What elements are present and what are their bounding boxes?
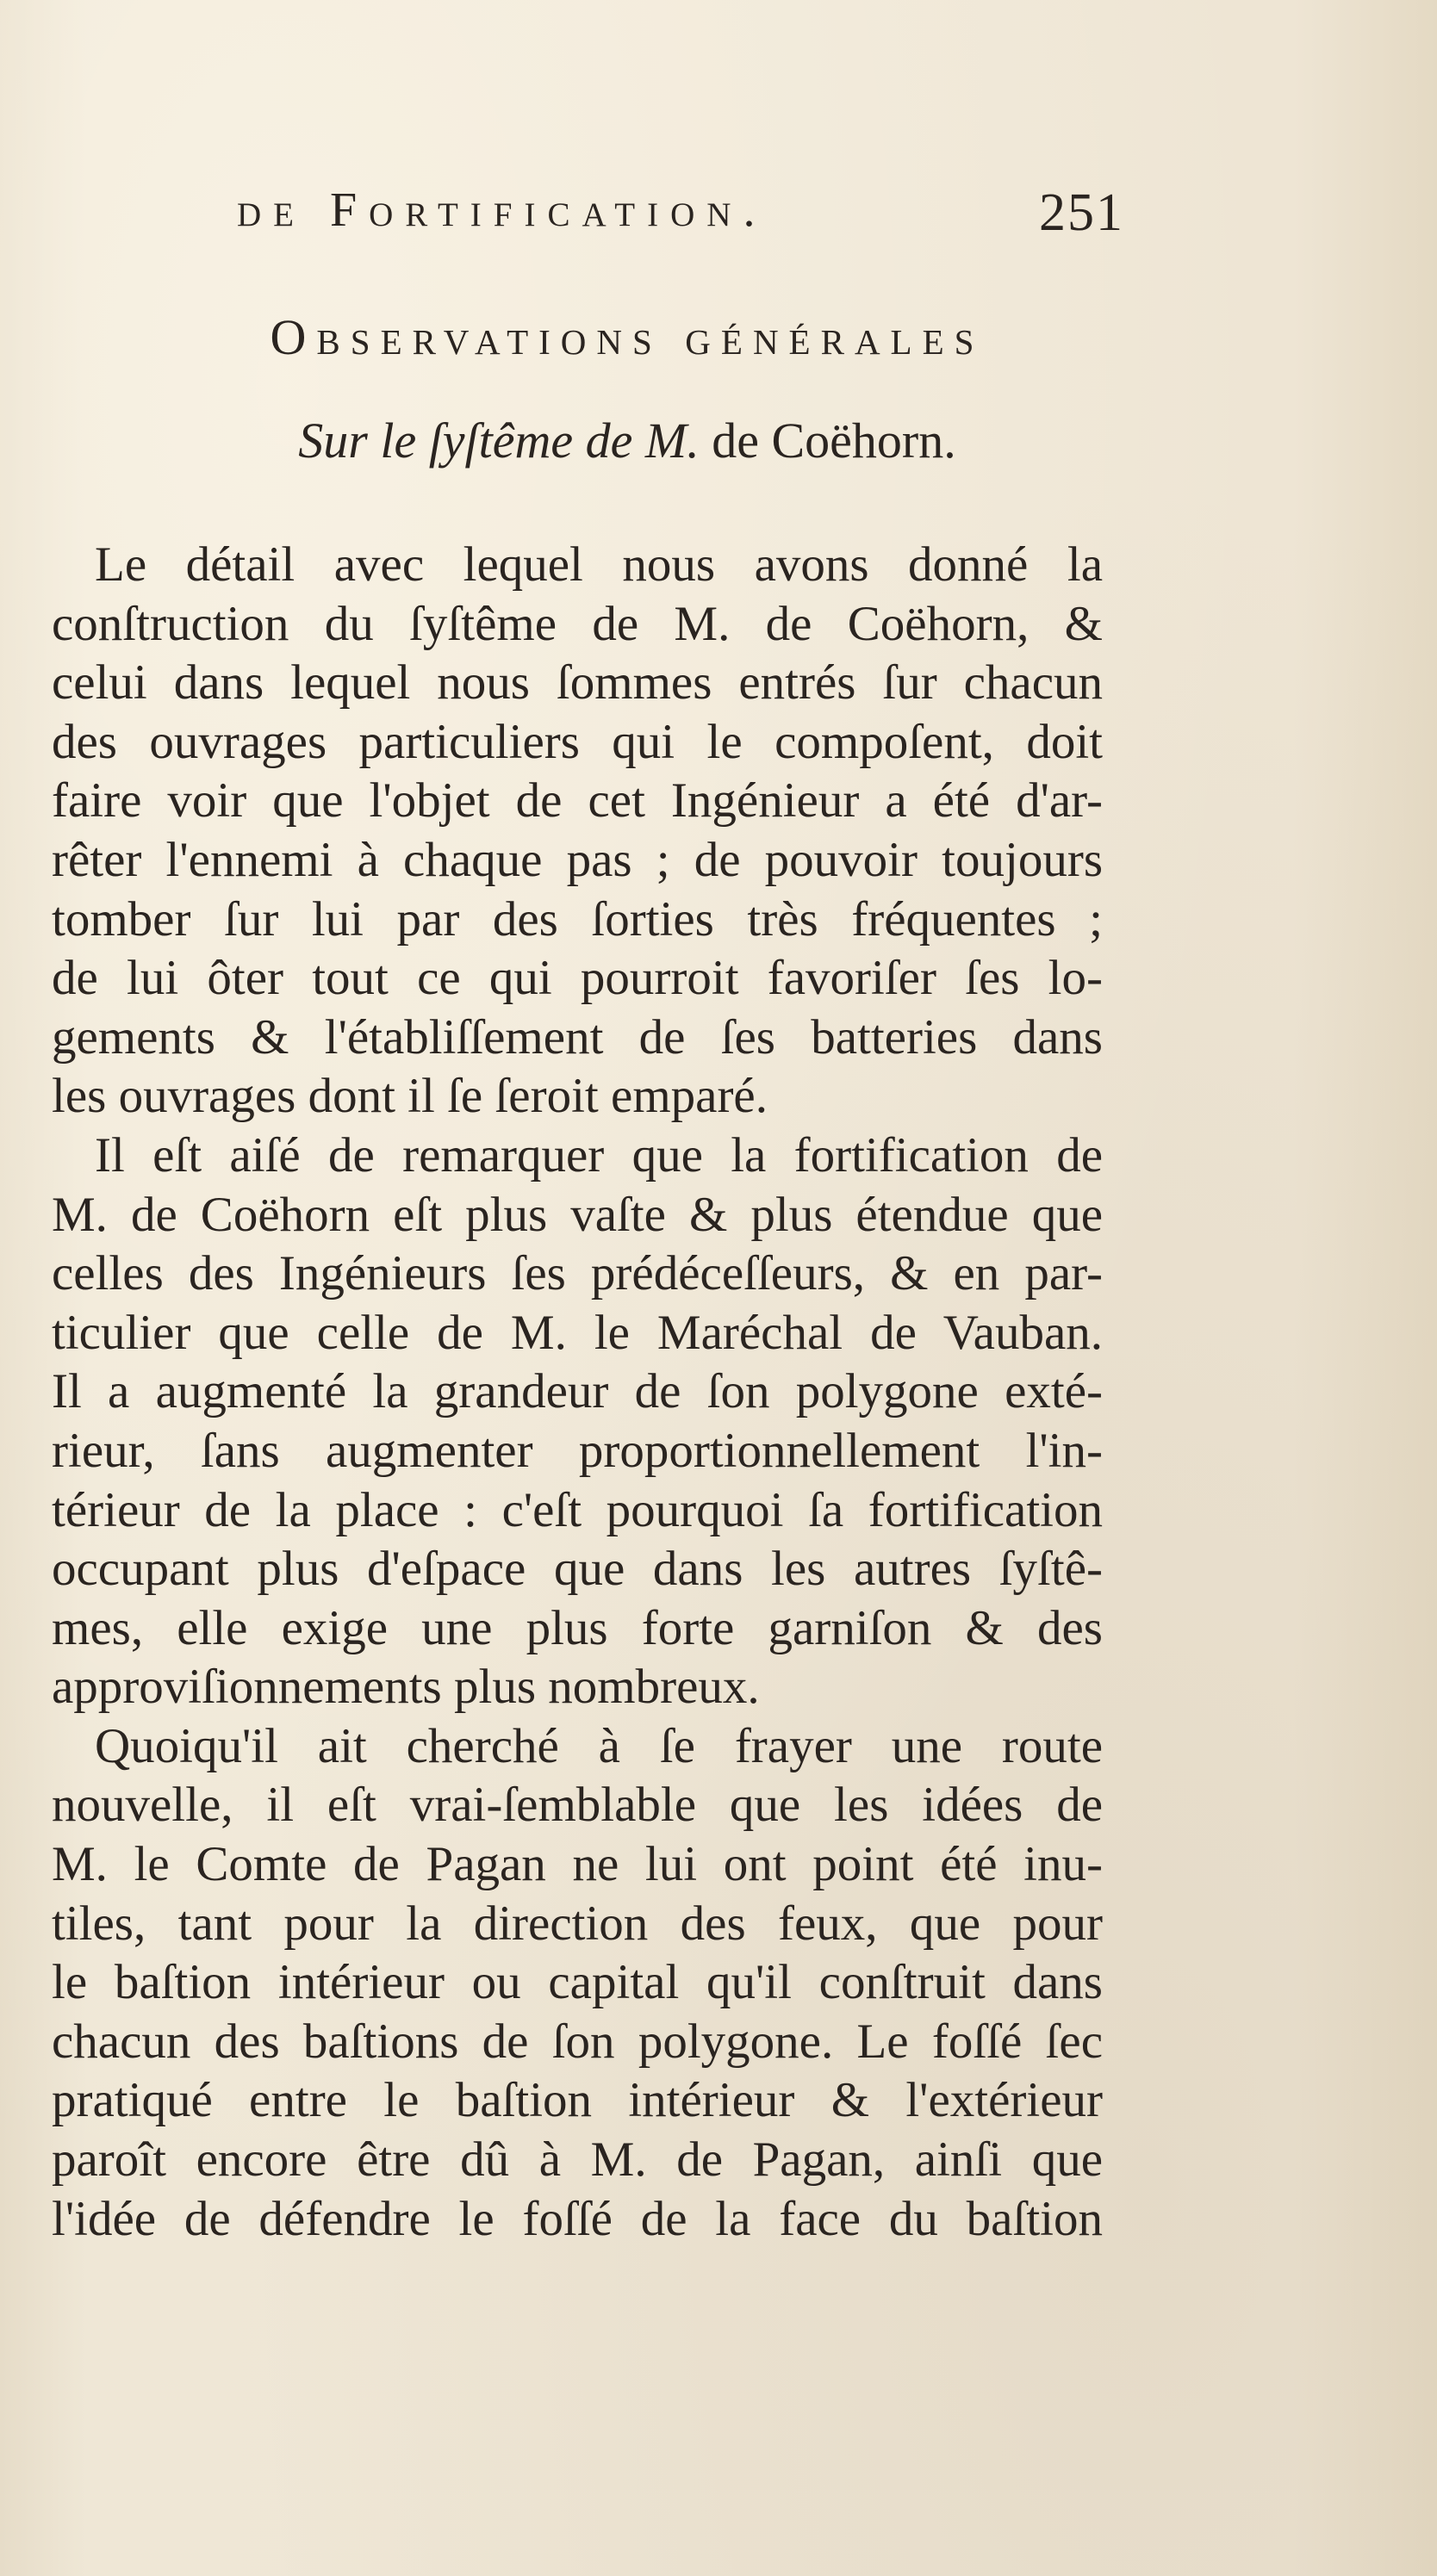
text-line: tomber ſur lui par des ſorties très fréquentes ; xyxy=(52,891,1103,947)
text-line: térieur de la place : c'eſt pourquoi ſa fortification xyxy=(52,1482,1103,1537)
text-line: des ouvrages particuliers qui le compoſent, doit xyxy=(52,714,1103,769)
text-line: le baſtion intérieur ou capital qu'il conſtruit dans xyxy=(52,1955,1103,2010)
text-line: approviſionnements plus nombreux. xyxy=(52,1660,760,1715)
text-line: nouvelle, il eſt vrai-ſemblable que les idées de xyxy=(52,1778,1103,1833)
text-line: conſtruction du ſyſtême de M. de Coëhorn, & xyxy=(52,596,1103,651)
page-number: 251 xyxy=(1039,183,1124,242)
text-line: Il eſt aiſé de remarquer que la fortification de xyxy=(95,1127,1103,1182)
text-line: ticulier que celle de M. le Maréchal de Vauban. xyxy=(52,1305,1103,1360)
text-line: rieur, ſans augmenter proportionnellement l'in- xyxy=(52,1423,1103,1478)
text-line: tiles, tant pour la direction des feux, que pour xyxy=(52,1896,1103,1951)
paragraph-3 xyxy=(52,1717,1103,2249)
running-head xyxy=(237,183,1124,243)
text-line: gements & l'établiſſement de ſes batteries dans xyxy=(52,1009,1103,1065)
text-line: les ouvrages dont il ſe ſeroit emparé. xyxy=(52,1069,768,1124)
section-subheading xyxy=(145,412,1110,469)
text-line: Il a augmenté la grandeur de ſon polygone exté- xyxy=(52,1364,1103,1419)
text-line: M. le Comte de Pagan ne lui ont point été inu- xyxy=(52,1837,1103,1892)
text-line: celui dans lequel nous ſommes entrés ſur chacun xyxy=(52,655,1103,711)
section-heading: Observations générales xyxy=(270,309,985,365)
text-line: M. de Coëhorn eſt plus vaſte & plus étendue que xyxy=(52,1187,1103,1242)
text-line: mes, elle exige une plus forte garniſon & des xyxy=(52,1600,1103,1655)
text-line: celles des Ingénieurs ſes prédéceſſeurs, & en par- xyxy=(52,1246,1103,1301)
text-line: faire voir que l'objet de cet Ingénieur a été d'ar- xyxy=(52,773,1103,829)
text-line: l'idée de défendre le foſſé de la face du baſtion xyxy=(52,2191,1103,2246)
text-line: chacun des baſtions de ſon polygone. Le foſſé ſec xyxy=(52,2014,1103,2069)
text-line: Le détail avec lequel nous avons donné la xyxy=(95,537,1103,592)
text-line: occupant plus d'eſpace que dans les autres ſyſtê- xyxy=(52,1542,1103,1597)
text-line: de lui ôter tout ce qui pourroit favoriſer ſes lo- xyxy=(52,951,1103,1006)
subheading-roman: de Coëhorn. xyxy=(712,413,956,469)
paragraph-1 xyxy=(52,536,1103,1127)
text-line: paroît encore être dû à M. de Pagan, ainſi que xyxy=(52,2132,1103,2188)
text-line: rêter l'ennemi à chaque pas ; de pouvoir toujours xyxy=(52,832,1103,887)
body-text xyxy=(52,536,1103,2249)
text-line: pratiqué entre le baſtion intérieur & l'extérieur xyxy=(52,2073,1103,2128)
running-title: de Fortification. xyxy=(237,183,768,237)
paragraph-2 xyxy=(52,1127,1103,1717)
subheading-italic: Sur le ſyſtême de M. xyxy=(298,413,700,469)
text-line: Quoiqu'il ait cherché à ſe frayer une route xyxy=(95,1718,1103,1773)
